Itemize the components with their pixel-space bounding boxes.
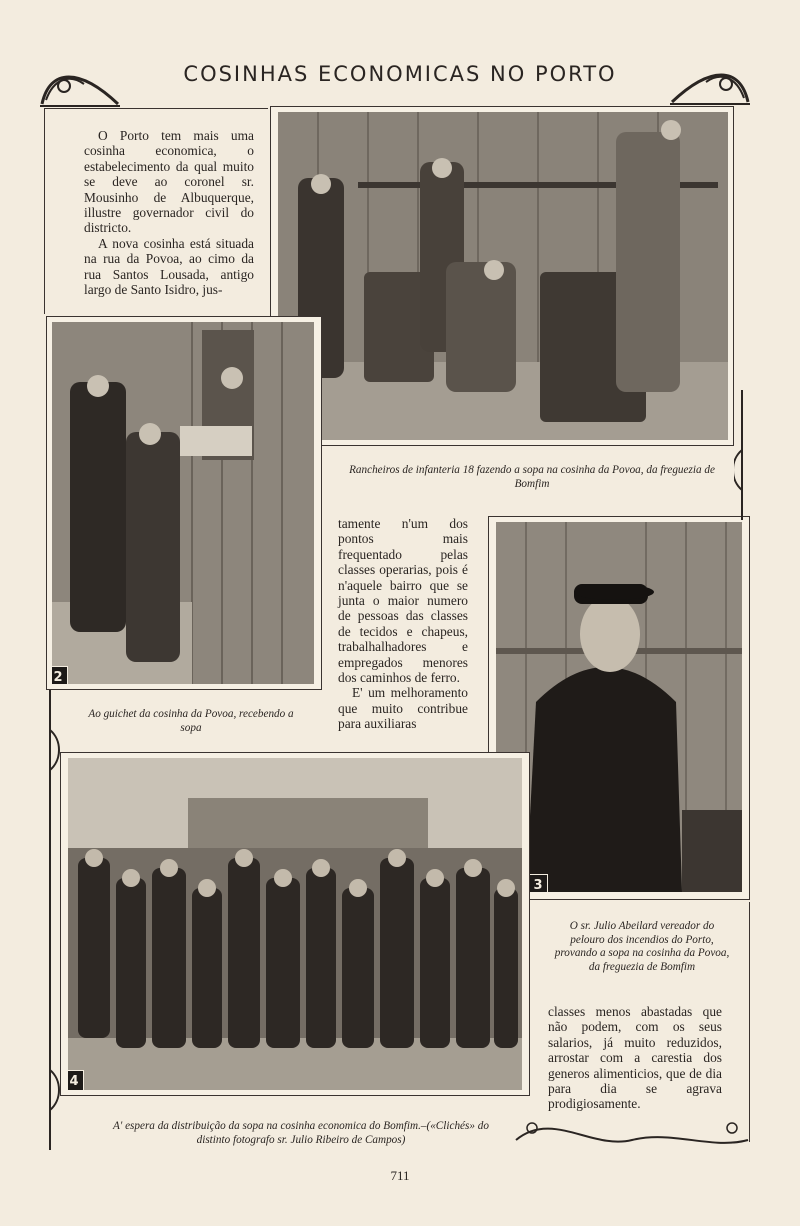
- right-corner-ornament: [670, 62, 750, 106]
- page-title: COSINHAS ECONOMICAS NO PORTO: [183, 62, 617, 86]
- figure-2-number: 2: [52, 666, 68, 684]
- figure-4-photo: [68, 758, 522, 1090]
- figure-4-caption: A' espera da distribuição da sopa na cosinha economica do Bomfim.–(«Clichés» do distinto fotografo sr. Julio Ribeiro de Campos): [113, 1120, 489, 1146]
- figure-1-photo: [278, 112, 728, 440]
- middle-paragraph-1: tamente n'um dos pontos mais frequentado pelas classes operarias, pois é n'aquele bairro que se junta o maior numero de pessoas das classes de tecidos e chapeus, trabalhalhadores e empregados menores dos caminhos de ferro.: [338, 516, 468, 686]
- figure-3-photo: [496, 522, 742, 892]
- middle-text: [338, 516, 468, 732]
- page-number: 711: [390, 1168, 410, 1183]
- intro-text: [84, 128, 254, 297]
- figure-3-number: 3: [528, 874, 548, 892]
- figure-2-caption: Ao guichet da cosinha da Povoa, recebendo a sopa: [88, 708, 294, 734]
- bottom-right-ornament: [512, 1100, 752, 1152]
- middle-paragraph-2: E' um melhoramento que muito contribue para auxiliaras: [338, 685, 468, 732]
- final-text: [548, 1004, 722, 1112]
- figure-2-photo: [52, 322, 314, 684]
- intro-paragraph-2: A nova cosinha está situada na rua da Povoa, ao cimo da rua Santos Lousada, antigo largo de Santo Isidro, jus-: [84, 235, 254, 298]
- figure-1-caption: Rancheiros de infanteria 18 fazendo a sopa na cosinha da Povoa, da freguezia de Bomfim: [349, 464, 715, 490]
- intro-paragraph-1: O Porto tem mais uma cosinha economica, o estabelecimento da qual muito se deve ao coronel sr. Mousinho de Albuquerque, illustre governador civil do districto.: [84, 128, 254, 236]
- figure-4-number: 4: [68, 1070, 84, 1090]
- final-paragraph: classes menos abastadas que não podem, com os seus salarios, já muito reduzidos, arrostar com a carestia dos generos alimenticios, que de dia para dia se agrava prodigiosamente.: [548, 1004, 722, 1112]
- right-vertical-ornament: [734, 390, 752, 520]
- figure-3-caption: O sr. Julio Abeilard vereador do pelouro dos incendios do Porto, provando a sopa na cosinha da Povoa, da freguezia de Bomfim: [554, 920, 730, 973]
- left-vertical-ornament: [44, 690, 62, 1150]
